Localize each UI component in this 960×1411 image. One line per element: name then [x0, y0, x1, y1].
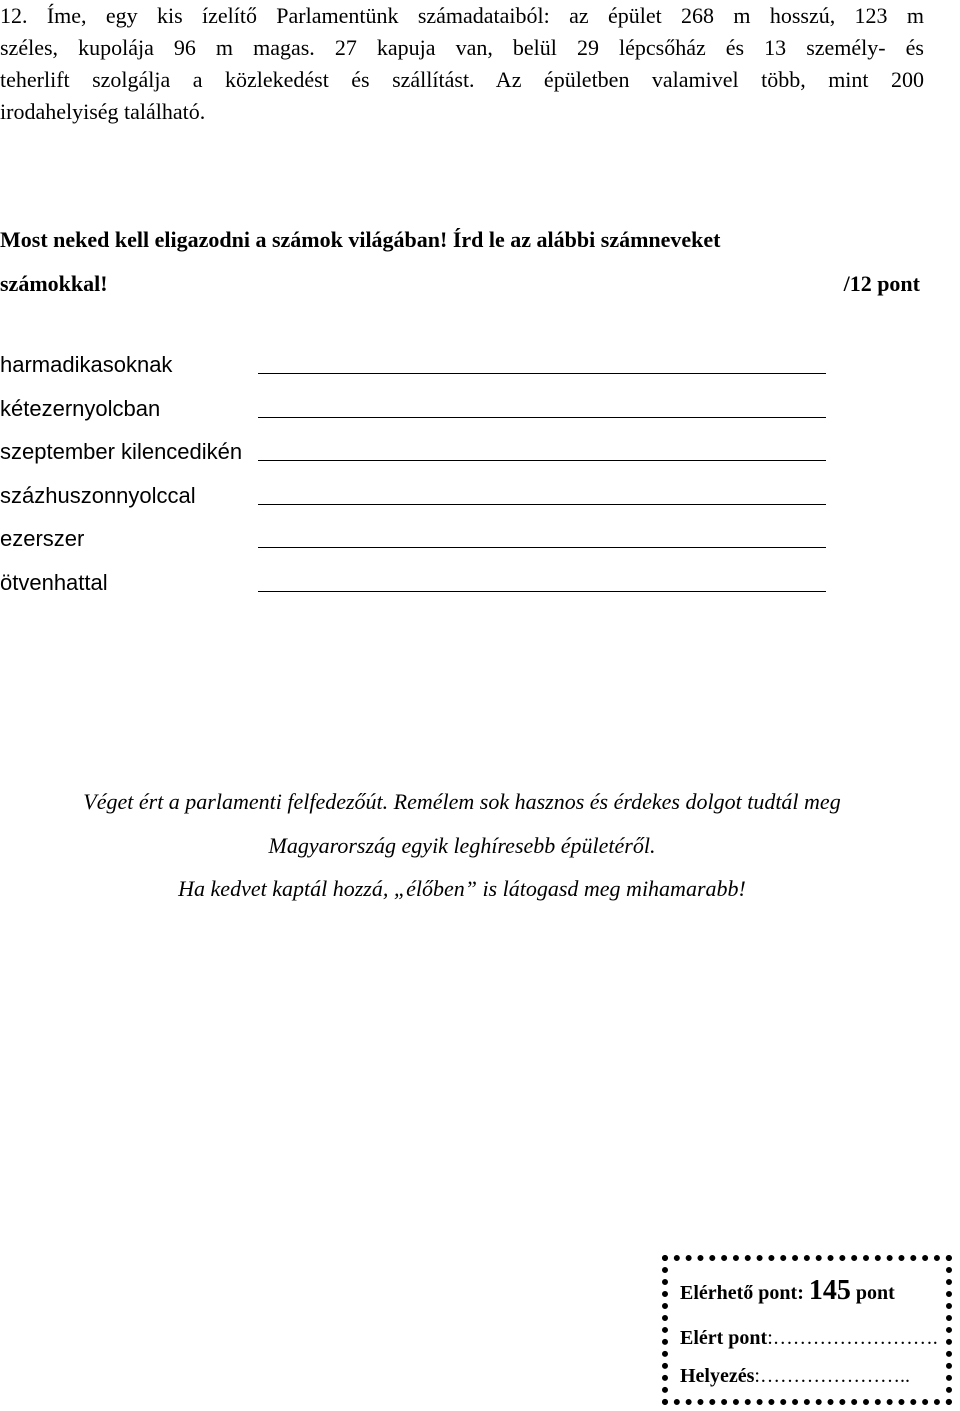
answer-blank[interactable] — [258, 373, 826, 374]
word-row — [0, 387, 830, 431]
instruction-line-1: Most neked kell eligazodni a számok világában! Írd le az alábbi számneveket — [0, 227, 721, 252]
achieved-points-blank[interactable]: :……………………. — [767, 1327, 938, 1349]
score-box — [662, 1255, 952, 1405]
number-word: harmadikasoknak — [0, 352, 173, 377]
closing-line-2: Magyarország egyik leghíresebb épületéről. — [268, 832, 656, 858]
answer-blank[interactable] — [258, 460, 826, 461]
available-points-label: Elérhető pont: — [680, 1282, 804, 1304]
closing-line-1: Véget ért a parlamenti felfedezőút. Remélem sok hasznos és érdekes dolgot tudtál meg — [83, 789, 841, 814]
word-row — [0, 343, 830, 387]
answer-blank[interactable] — [258, 417, 826, 418]
placement-label: Helyezés — [680, 1365, 755, 1387]
placement — [680, 1365, 910, 1388]
placement-blank[interactable]: :………………….. — [754, 1365, 910, 1387]
number-word-list — [0, 343, 830, 604]
available-points-value: 145 — [808, 1275, 851, 1306]
instruction-line-2-row — [0, 262, 920, 306]
achieved-points — [680, 1327, 938, 1350]
number-word: ezerszer — [0, 526, 85, 551]
number-word: ötvenhattal — [0, 569, 108, 595]
word-row — [0, 561, 830, 605]
instruction — [0, 218, 920, 306]
number-word: szeptember kilencedikén — [0, 439, 243, 464]
task-line-1: 12. Íme, egy kis ízelítő Parlamentünk számadataiból: az épület 268 m hosszú, 123 m — [0, 3, 924, 28]
available-points — [680, 1275, 895, 1307]
answer-blank[interactable] — [258, 591, 826, 592]
task-line-4: irodahelyiség található. — [0, 99, 206, 124]
instruction-line-2: számokkal! — [0, 271, 108, 296]
number-word: kétezernyolcban — [0, 395, 161, 421]
available-points-unit: pont — [855, 1282, 895, 1304]
achieved-points-label: Elért pont — [680, 1327, 768, 1349]
task-line-2: széles, kupolája 96 m magas. 27 kapuja van, belül 29 lépcsőház és 13 személy- és — [0, 35, 924, 60]
task-paragraph — [0, 0, 924, 128]
answer-blank[interactable] — [258, 547, 826, 548]
answer-blank[interactable] — [258, 504, 826, 505]
word-row — [0, 430, 830, 474]
closing-line-3: Ha kedvet kaptál hozzá, „élőben” is látogasd meg mihamarabb! — [178, 876, 746, 901]
points-label: /12 pont — [843, 271, 920, 296]
number-word: százhuszonnyolccal — [0, 482, 196, 508]
task-line-3: teherlift szolgálja a közlekedést és szállítást. Az épületben valamivel több, mint 200 — [0, 67, 924, 92]
word-row — [0, 517, 830, 561]
closing-message — [0, 780, 924, 911]
word-row — [0, 474, 830, 518]
